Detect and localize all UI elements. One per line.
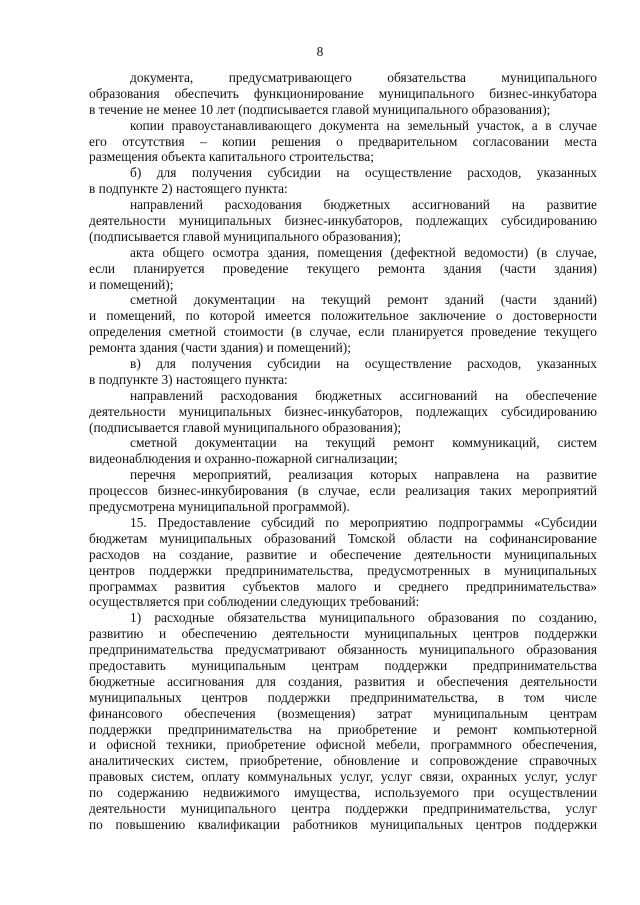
paragraph xyxy=(89,70,597,118)
text-line: предусмотрена муниципальной программой). xyxy=(89,499,350,515)
text-line: размещения объекта капитального строительства; xyxy=(89,149,374,165)
text-line: определения сметной стоимости (в случае, если планируется проведение текущего xyxy=(89,324,597,340)
paragraph xyxy=(89,292,597,356)
text-line: правовых систем, оплату коммунальных услуг, услуг связи, охранных услуг, услуг xyxy=(89,769,597,785)
text-line: ремонта здания (части здания) и помещений); xyxy=(89,340,351,356)
paragraph xyxy=(89,197,597,245)
text-line: деятельности муниципального центра поддержки предпринимательства, услуг xyxy=(89,800,597,816)
text-line: копии правоустанавливающего документа на земельный участок, а в случае xyxy=(130,117,597,133)
text-line: направлений расходования бюджетных ассигнований на обеспечение xyxy=(130,387,597,403)
paragraph xyxy=(89,245,597,293)
text-line: бюджетам муниципальных образований Томской области на софинансирование xyxy=(89,530,597,546)
paragraph xyxy=(89,515,597,610)
text-line: деятельности муниципальных бизнес-инкубаторов, подлежащих субсидированию xyxy=(89,213,597,229)
paragraph xyxy=(89,165,597,197)
text-line: по содержанию недвижимого имущества, используемого при осуществлении xyxy=(89,785,597,801)
text-line: расходов на создание, развитие и обеспечение деятельности муниципальных xyxy=(89,546,597,562)
text-line: поддержки предпринимательства на приобретение и ремонт компьютерной xyxy=(89,721,597,737)
text-line: в течение не менее 10 лет (подписывается главой муниципального образования); xyxy=(89,101,551,117)
text-line: в подпункте 2) настоящего пункта: xyxy=(89,181,288,197)
text-line: развитию и обеспечению деятельности муниципальных центров поддержки xyxy=(89,626,597,642)
document-body xyxy=(89,70,597,833)
text-line: перечня мероприятий, реализация которых направлена на развитие xyxy=(130,467,597,483)
text-line: б) для получения субсидии на осуществление расходов, указанных xyxy=(130,165,597,181)
paragraph xyxy=(89,610,597,832)
text-line: финансового обеспечения (возмещения) затрат муниципальным центрам xyxy=(89,705,597,721)
text-line: акта общего осмотра здания, помещения (дефектной ведомости) (в случае, xyxy=(130,244,597,260)
text-line: муниципальных центров поддержки предпринимательства, в том числе xyxy=(89,689,597,705)
text-line: его отсутствия – копии решения о предварительном согласовании места xyxy=(89,133,597,149)
text-line: образования обеспечить функционирование муниципального бизнес-инкубатора xyxy=(89,85,597,101)
text-line: (подписывается главой муниципального образования); xyxy=(89,228,402,244)
text-line: 15. Предоставление субсидий по мероприятию подпрограммы «Субсидии xyxy=(130,514,597,530)
text-line: и помещений, по которой имеется положительное заключение о достоверности xyxy=(89,308,597,324)
text-line: деятельности муниципальных бизнес-инкубаторов, подлежащих субсидированию xyxy=(89,403,597,419)
text-line: и помещений); xyxy=(89,276,174,292)
text-line: бюджетные ассигнования для создания, развития и обеспечения деятельности xyxy=(89,673,597,689)
text-line: осуществляется при соблюдении следующих требований: xyxy=(89,594,420,610)
paragraph xyxy=(89,118,597,166)
text-line: документа, предусматривающего обязательства муниципального xyxy=(130,70,597,85)
text-line: 1) расходные обязательства муниципального образования по созданию, xyxy=(130,610,597,626)
text-line: аналитических систем, приобретение, обновление и сопровождение справочных xyxy=(89,753,597,769)
text-line: процессов бизнес-инкубирования (в случае, если реализация таких мероприятий xyxy=(89,483,597,499)
text-line: в подпункте 3) настоящего пункта: xyxy=(89,371,288,387)
text-line: если планируется проведение текущего ремонта здания (части здания) xyxy=(89,260,597,276)
text-line: сметной документации на текущий ремонт зданий (части зданий) xyxy=(130,292,597,308)
text-line: видеонаблюдения и охранно-пожарной сигнализации; xyxy=(89,451,398,467)
paragraph xyxy=(89,435,597,467)
text-line: предпринимательства предусматривают обязанность муниципального образования xyxy=(89,642,597,658)
text-line: сметной документации на текущий ремонт коммуникаций, систем xyxy=(130,435,597,451)
paragraph xyxy=(89,356,597,388)
text-line: в) для получения субсидии на осуществление расходов, указанных xyxy=(130,356,597,372)
text-line: программах развития субъектов малого и среднего предпринимательства» xyxy=(89,578,597,594)
paragraph xyxy=(89,388,597,436)
text-line: предоставить муниципальным центрам поддержки предпринимательства xyxy=(89,657,597,673)
paragraph xyxy=(89,467,597,515)
text-line: и офисной техники, приобретение офисной мебели, программного обеспечения, xyxy=(89,737,597,753)
text-line: центров поддержки предпринимательства, предусмотренных в муниципальных xyxy=(89,562,597,578)
text-line: (подписывается главой муниципального образования); xyxy=(89,419,402,435)
page-number: 8 xyxy=(316,44,324,59)
text-line: направлений расходования бюджетных ассигнований на развитие xyxy=(130,197,597,213)
text-line: по повышению квалификации работников муниципальных центров поддержки xyxy=(89,816,597,832)
